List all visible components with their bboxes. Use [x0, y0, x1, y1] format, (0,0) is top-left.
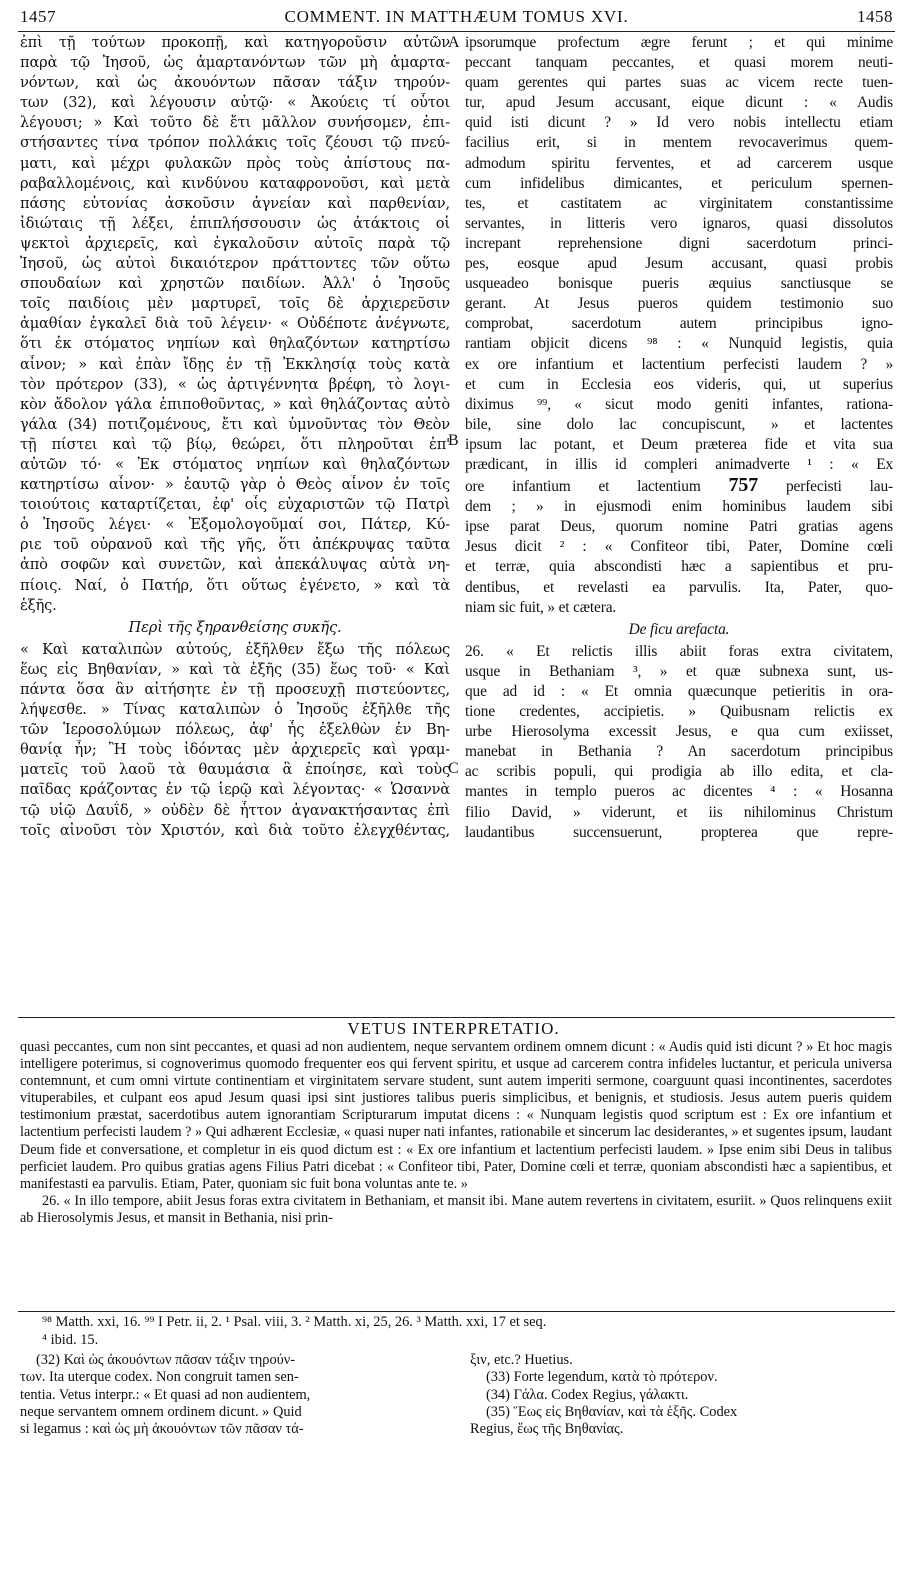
latin-text-block	[465, 33, 893, 618]
latin-line-text: ore infantium et lactentium	[465, 478, 729, 496]
greek-line: ριε τοῦ οὐρανοῦ καὶ τῆς γῆς, ὅτι ἀπέκρυψας ταῦτα	[20, 536, 450, 554]
editor-note-line: (34) Γάλα. Codex Regius, γάλακτι.	[486, 1386, 689, 1403]
greek-line: παῖδας κράζοντας ἐν τῷ ἱερῷ καὶ λέγοντας· « Ὡσαννὰ	[20, 781, 450, 799]
greek-line: ραβαλλομένοις, καὶ κινδύνου καταφρονοῦσι, καὶ μετὰ	[20, 174, 450, 192]
greek-line: τῷ υἱῷ Δαυΐδ, » οὐδὲν δὲ ἧττον ἀγανακτήσαντας ἐπὶ	[20, 801, 450, 819]
greek-line: τὸν πρότερον (33), « ὡς ἀρτιγέννητα βρέφη, τὸ λογι-	[20, 375, 450, 393]
latin-line: ex ore infantium et lactentium perfecisti laudem ? »	[465, 355, 893, 373]
latin-line: mantes in templo pueros ac dicentes ⁴ : « Hosanna	[465, 783, 893, 801]
editor-note-line: tentia. Vetus interpr.: « Et quasi ad non audientem,	[20, 1386, 311, 1403]
latin-line: comprobat, sacerdotum autem principibus igno-	[465, 315, 893, 333]
footnote-line-2: ⁴ ibid. 15.	[42, 1331, 99, 1348]
vetus-paragraph-2: 26. « In illo tempore, abiit Jesus foras extra civitatem in Bethaniam, et mansit ibi. Mane autem revertens in civitatem, esuriit. » Quos relinquens exiit ab Hierosolymis Jesus, et mansit in Bethania, nisi prin-	[20, 1192, 892, 1226]
latin-line: que ad id : « Et omnia quæcunque petieritis in ora-	[465, 683, 893, 700]
latin-line: quam gerentes qui partes suas ac vicem recte tuen-	[465, 74, 893, 92]
latin-line: facilius erit, si in mentem revocaverimus quem-	[465, 134, 893, 152]
editor-note-line: (32) Καὶ ὡς ἀκουόντων πᾶσαν τάξιν τηρούν-	[36, 1352, 296, 1368]
greek-line: κὸν ἄδολον γάλα ἐπιποθοῦντας, » καὶ θηλάζοντας αὐτὸ	[20, 395, 450, 413]
greek-line: Ἰησοῦ, ὡς αὐτοὶ δικαιότερον πράττοντες τῶν οὕτω	[20, 255, 450, 273]
footnote-rule	[18, 1311, 895, 1312]
running-header	[20, 4, 893, 30]
latin-subheading: De ficu arefacta.	[628, 620, 730, 638]
latin-line: 26. « Et relictis illis abiit foras extra civitatem,	[465, 642, 893, 660]
greek-line: νόντων, καὶ ὡς ἀκουόντων πᾶσαν τάξιν τηρούν-	[20, 74, 450, 92]
latin-line: et cum in Ecclesia eos videris, qui, ut superius	[465, 375, 893, 393]
latin-line: manebat in Bethania ? An sacerdotum principibus	[465, 743, 893, 761]
greek-text-block-2	[20, 640, 450, 841]
greek-line: ἕως εἰς Βηθανίαν, » καὶ τὰ ἑξῆς (35) ἕως τοῦ· « Καὶ	[20, 660, 450, 678]
greek-line: ὁ Ἰησοῦς λέγει· « Ἐξομολογοῦμαί σοι, Πάτερ, Κύ-	[20, 516, 450, 534]
greek-subheading: Περὶ τῆς ξηρανθείσης συκῆς.	[128, 618, 342, 636]
greek-line: πάσης εὐτονίας ἀσκοῦσιν ἁγνείαν καὶ παρθενίαν,	[20, 194, 450, 212]
left-column-number: 1457	[20, 7, 56, 26]
greek-line: ἰδιώταις τῇ λέξει, ἐπιπλήσσουσιν ὡς ἀτάκτοις οἱ	[20, 214, 450, 232]
editor-note-line: Regius, ἕως τῆς Βηθανίας.	[470, 1421, 624, 1438]
greek-line: ματι, καὶ μέχρι φυλακῶν πρὸς τοὺς ἀπίστους πα-	[20, 154, 450, 172]
latin-line: usque in Bethaniam ³, » et quæ subnexa sunt, us-	[465, 662, 893, 680]
latin-line: pes, eosque apud Jesum accusant, quasi probis	[465, 255, 893, 273]
greek-line: τοῖς αἰνοῦσι τὸν Χριστόν, καὶ διὰ τοῦτο ἐλεγχθέντας,	[20, 821, 450, 839]
greek-line: σπουδαίων καὶ χρηστῶν παιδίων. Ἀλλ' ὁ Ἰησοῦς	[20, 275, 450, 293]
greek-line: γάλα (34) ποτιζομένους, ἔτι καὶ ὑμνοῦντας τὸν Θεὸν	[20, 415, 450, 433]
latin-line: dentibus, et revelasti ea parvulis. Ita, Pater, quo-	[465, 578, 893, 596]
right-column-number: 1458	[856, 7, 893, 26]
scripture-footnotes	[20, 1314, 892, 1349]
greek-line: θανίᾳ ἦν; Ἢ τοὺς ἰδόντας μὲν ἀρχιερεῖς καὶ γραμ-	[20, 741, 450, 759]
latin-line: tione credentes, accipietis. » Quibusnam relictis ex	[465, 703, 893, 721]
editor-notes-right	[470, 1352, 892, 1438]
latin-line: peccant tanquam peccantes, et quasi morem neuti-	[465, 54, 893, 72]
greek-line: των (32), καὶ λέγουσιν αὐτῷ· « Ἀκούεις τί οὗτοι	[20, 94, 450, 112]
latin-line: et terræ, quia abscondisti hæc a sapientibus et pru-	[465, 558, 893, 576]
greek-line: ἑξῆς.	[20, 596, 57, 614]
greek-line: κατηρτίσω αἶνον· » ἑαυτῷ γὰρ ὁ Θεὸς αἶνον ἐν τοῖς	[20, 476, 450, 494]
editor-note-line: si legamus : καὶ ὡς μὴ ἀκουόντων τῶν πᾶσαν τά-	[20, 1421, 304, 1438]
vetus-paragraph-1: quasi peccantes, cum non sint peccantes, et quasi ad non audientem, neque servantem ordinem omnem dicunt : « Audis quid isti dicunt ? » Et hoc magis intelligere poterimus, si cognoverimus quomodo frequenter eos qui fervent spiritu, et usque ad carcerem contra infideles luctantur, et pericula universa contemnunt, et cum omni virtute continentiam et virginitatem servare student, sunt autem imperiti sermone, coarguunt quasi incontinentes, sacerdotes vituperabiles, et culpant eos apud Jesum quasi ipsi sint justiores talibus pueris simplicibus, et benignis, et studiosis. Jesus autem pueris quidem testimonium præstat, sacerdotibus autem ignorantiam Scripturarum imputat dicens : « Nunquam legistis quod scriptum est : Ex ore infantium et lactentium perfecisti laudem ? » Qui adhærent Ecclesiæ, « quasi nuper nati infantes, rationabile et sincerum lac desiderantes, » et sugentes ipsum, laudant Deum fide et conversatione, et completur in eis quod dictum est : « Ex ore infantium et lactentium perfecisti laudem. » Ipse enim sibi Deus in talibus perficiet laudem. Pro quibus gratias agens Filius Patri dicebat : « Confiteor tibi, Pater, Domine cœli et terræ, quoniam abscondisti hæc a sapientibus, et manifestasti ea parvulis. Etiam, Pater, quoniam sic fuit bona voluntas ante te. »	[20, 1039, 892, 1192]
latin-line: dem ; » in ejusmodi enim hominibus laudem sibi	[465, 498, 893, 516]
editor-note-line: ξιν, etc.? Huetius.	[470, 1352, 573, 1368]
greek-line: ἐπὶ τῇ τούτων προκοπῇ, καὶ κατηγοροῦσιν αὐτῶν	[20, 34, 450, 51]
greek-line: λέγουσι; » Καὶ τοῦτο δὲ ἔτι μᾶλλον συνήσομεν, ἐπι-	[20, 114, 450, 132]
column-number-marker: 757	[728, 475, 759, 497]
editor-note-line: των. Ita uterque codex. Non congruit tamen sen-	[20, 1369, 299, 1386]
latin-text-block-2	[465, 642, 893, 843]
greek-line: τῇ πίστει καὶ τῷ βίῳ, θεώρει, ὅτι πληροῦται ἐπ'	[20, 435, 450, 453]
margin-marker-b: B	[448, 432, 459, 449]
vetus-interpretatio	[20, 1039, 892, 1227]
greek-line: τοῖς παιδίοις μὲν μαρτυρεῖ, τοῖς δὲ ἀρχιερεῦσιν	[20, 295, 450, 313]
latin-line: tur, apud Jesum accusant, eique dicunt : « Audis	[465, 94, 893, 112]
latin-line: ac scribis populi, qui prodigia ab illo edita, et cla-	[465, 763, 893, 781]
latin-line-text: perfecisti lau-	[758, 478, 893, 496]
header-rule	[18, 31, 895, 32]
latin-line: quid isti dicunt ? » Id vero nobis intellectu etiam	[465, 114, 893, 132]
latin-line	[465, 475, 893, 497]
latin-line: tes, et castitatem ac virginitatem constantissime	[465, 194, 893, 212]
vetus-heading: VETUS INTERPRETATIO.	[347, 1019, 560, 1038]
latin-line: increpant reprehensione digni sacerdotum princi-	[465, 234, 893, 252]
greek-line: τῶν Ἱεροσολύμων πόλεως, ἀφ' ἧς ἐξελθὼν ἐν Βη-	[20, 721, 450, 739]
greek-column	[20, 33, 450, 841]
greek-line: τοιούτοις καταρτίζεται, ἐφ' οἷς εὐχαριστῶν τῷ Πατρὶ	[20, 496, 450, 514]
editor-notes-left	[20, 1352, 450, 1438]
greek-line: λήψεσθε. » Τίνας καταλιπὼν ὁ Ἰησοῦς ἐξῆλθε τῆς	[20, 701, 450, 719]
latin-line: servantes, in litteris vero ignaros, quasi dissolutos	[465, 214, 893, 232]
greek-line: ψεκτοὶ ἀρχιερεῖς, καὶ ἐγκαλοῦσιν αὐτοῖς παρὰ τῷ	[20, 234, 450, 252]
greek-line: παρὰ τῷ Ἰησοῦ, ὡς ἁμαρτανόντων τῶν μὴ ἁμαρτα-	[20, 54, 450, 72]
latin-line: ipse parat Deus, quorum nomine Patri gratias agens	[465, 518, 893, 536]
greek-text-block	[20, 33, 450, 616]
editor-note-line: neque servantem omnem ordinem dicunt. » Quid	[20, 1403, 302, 1420]
greek-line: πάντα ὅσα ἂν αἰτήσητε ἐν τῇ προσευχῇ πιστεύοντες,	[20, 681, 450, 698]
latin-line: cum infidelibus dimicantes, et periculum spernen-	[465, 174, 893, 192]
greek-line: ἀμαθίαν ἐγκαλεῖ διὰ τοῦ λέγειν· « Οὐδέποτε ἀνέγνωτε,	[20, 315, 450, 333]
greek-line: ὅτι ἐκ στόματος νηπίων καὶ θηλαζόντων κατηρτίσω	[20, 335, 450, 353]
margin-marker-c: C	[448, 760, 459, 777]
latin-line: admodum spiritu ferventes, et ad carcerem usque	[465, 154, 893, 172]
greek-line: αἶνον; » καὶ ἐπὰν ἴδῃς ἐν τῇ Ἐκκλησίᾳ τοὺς κατὰ	[20, 355, 450, 373]
margin-marker-a: A	[448, 34, 460, 51]
editor-note-line: (35) Ἕως εἰς Βηθανίαν, καὶ τὰ ἑξῆς. Codex	[486, 1403, 738, 1420]
latin-line: urbe Hierosolyma excessit Jesus, e qua cum exiisset,	[465, 723, 893, 741]
latin-line: filio David, » viderunt, et iis nihilominus Christum	[465, 803, 893, 821]
greek-line: ἀπὸ σοφῶν καὶ συνετῶν, καὶ ἀπεκάλυψας αὐτὰ νη-	[20, 556, 450, 574]
latin-line: gerant. At Jesus pueros quidem testimonio suo	[465, 295, 893, 313]
latin-line: prædicant, in illis id compleri animadverte ¹ : « Ex	[465, 455, 893, 473]
latin-line: Jesus dicit ² : « Confiteor tibi, Pater, Domine cœli	[465, 538, 893, 556]
latin-line: niam sic fuit, » et cætera.	[465, 598, 617, 616]
editor-note-line: (33) Forte legendum, κατὰ τὸ πρότερον.	[486, 1369, 718, 1386]
latin-line: ipsum lac potant, et Deum præterea fide et vita sua	[465, 435, 893, 453]
greek-line: ματεῖς τοῦ λαοῦ τὰ θαυμάσια ἃ ἐποίησε, καὶ τοὺς	[20, 761, 450, 779]
greek-line: αὐτῶν τό· « Ἐκ στόματος νηπίων καὶ θηλαζόντων	[20, 455, 450, 473]
greek-line: « Καὶ καταλιπὼν αὐτούς, ἐξῆλθεν ἔξω τῆς πόλεως	[20, 640, 450, 658]
latin-line: laudantibus succensuerunt, propterea que repre-	[465, 823, 893, 841]
footnote-line-1: ⁹⁸ Matth. xxi, 16. ⁹⁹ I Petr. ii, 2. ¹ Psal. viii, 3. ² Matth. xi, 25, 26. ³ Matth. xxi, 17 et seq.	[42, 1314, 547, 1330]
latin-line: ipsorumque profectum ægre ferunt ; et qui minime	[465, 34, 893, 51]
latin-line: bile, sine dolo lac concupiscunt, » et lactentes	[465, 415, 893, 433]
latin-column	[465, 33, 893, 843]
vetus-rule	[18, 1017, 895, 1018]
latin-line: rantiam objicit dicens ⁹⁸ : « Nunquid legistis, quia	[465, 335, 893, 353]
latin-line: diximus ⁹⁹, « sicut modo geniti infantes, rationa-	[465, 395, 893, 413]
greek-line: στήσαντες τίνα τρόπον πολλάκις τοῖς ζέουσι τῷ πνεύ-	[20, 134, 450, 152]
latin-line: usqueadeo bonisque pueris æquius sanctiusque se	[465, 275, 893, 293]
running-title: COMMENT. IN MATTHÆUM TOMUS XVI.	[284, 7, 629, 26]
greek-line: πίοις. Ναί, ὁ Πατήρ, ὅτι οὕτως ἐγένετο, » καὶ τὰ	[20, 576, 450, 594]
